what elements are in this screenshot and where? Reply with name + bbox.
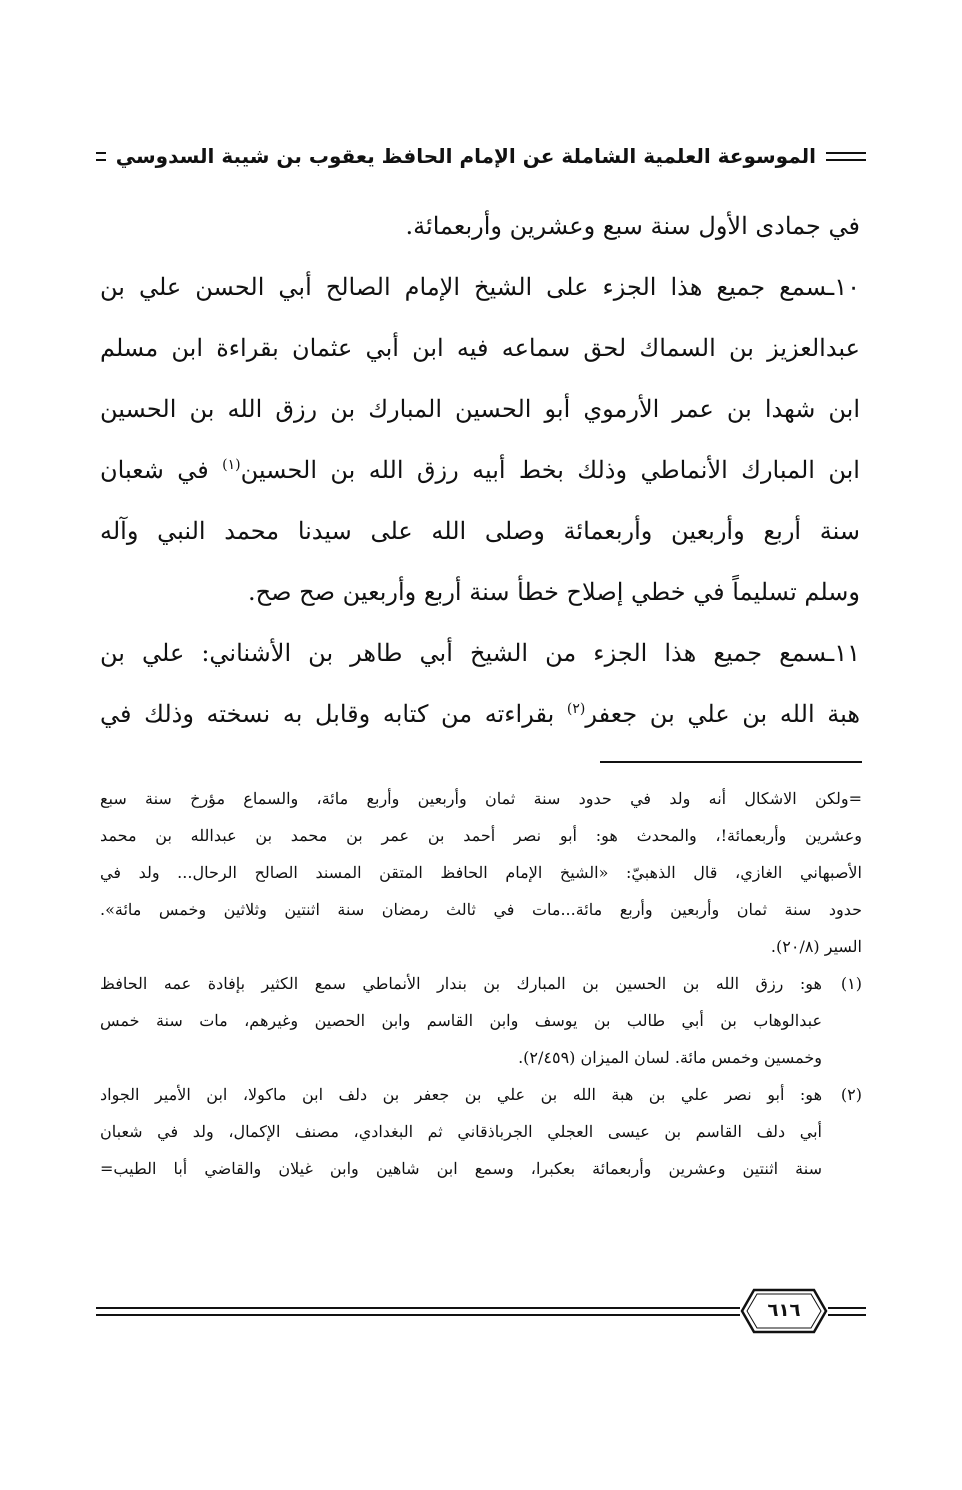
text-span: سنة أربع وأربعين وأربعمائة وصلى الله على سيدنا محمد النبي وآله	[100, 517, 860, 545]
text-line	[100, 379, 860, 440]
text-span: ابن شهدا بن عمر الأرموي أبو الحسين المبارك بن رزق الله بن الحسين	[100, 395, 860, 423]
text-line	[100, 623, 860, 684]
text-span: في جمادى الأول سنة سبع وعشرين وأربعمائة.	[405, 212, 860, 240]
page-footer	[96, 1288, 866, 1334]
footer-rule-right	[828, 1307, 866, 1316]
text-span: ابن المبارك الأنماطي وذلك بخط أبيه رزق الله بن الحسين	[240, 456, 860, 484]
main-text	[100, 196, 860, 745]
text-span: وسلم تسليماً في خطي إصلاح خطأ سنة أربع وأربعين صح صح.	[248, 578, 860, 606]
footnote-line: وخمسين وخمس مائة. لسان الميزان (٢/٤٥٩).	[518, 1048, 822, 1067]
text-line	[100, 196, 860, 257]
text-line	[100, 318, 860, 379]
footnote-line: هو: رزق الله بن الحسين بن المبارك بن بندار الأنماطي سمع الكثير بإفادة عمه الحافظ	[100, 974, 822, 993]
text-line	[100, 684, 860, 745]
footnote-line: عبدالوهاب بن أبي طالب بن يوسف وابن القاسم وابن الحصين وغيرهم، مات سنة خمس	[100, 1011, 822, 1030]
footnote-line: =ولكن الاشكال أنه ولد في حدود سنة ثمان وأربعين وأربع مائة، والسماع مؤرخ سنة سبع	[100, 789, 862, 808]
footnote-line: سنة اثنتين وعشرين وأربعمائة بعكبرا، وسمع ابن شاهين وابن غيلان والقاضي أبا الطيب=	[100, 1159, 822, 1178]
page-number-badge	[740, 1288, 828, 1334]
footnote-line: وعشرين وأربعمائة!، والمحدث هو: أبو نصر أحمد بن عمر بن محمد بن عبدالله بن محمد	[100, 826, 862, 845]
footnote-separator	[600, 761, 862, 763]
footnote-line: حدود سنة ثمان وأربعين وأربع مائة...مات في ثالث رمضان سنة اثنتين وثلاثين وخمس مائة».	[100, 900, 862, 919]
text-line	[100, 440, 860, 501]
footnote-ref-2[interactable]: (٢)	[566, 701, 586, 717]
footer-rule-left	[96, 1307, 740, 1316]
text-span: ١١ـسمع جميع هذا الجزء من الشيخ أبي طاهر بن الأشناني: علي بن	[100, 639, 860, 667]
header-title: الموسوعة العلمية الشاملة عن الإمام الحافظ يعقوب بن شيبة السدوسي	[115, 144, 816, 168]
footnotes	[100, 780, 862, 1187]
page-number: ٦١٦	[767, 1300, 801, 1321]
footnote-continuation	[100, 780, 862, 965]
text-span: ١٠ـسمع جميع هذا الجزء على الشيخ الإمام الصالح أبي الحسن علي بن	[100, 273, 860, 301]
footnote-line: هو: أبو نصر علي بن هبة الله بن علي بن جعفر بن دلف ابن ماكولا، ابن الأمير الجواد	[100, 1085, 822, 1104]
header-rule-left	[96, 152, 106, 161]
footnote-line: الأصبهاني الغازي، قال الذهبيّ: «الشيخ الإمام الحافظ المتقن المسند الصالح الرحال... ولد في	[100, 863, 862, 882]
text-span: عبدالعزيز بن السماك لحق سماعه فيه ابن أبي عثمان بقراءة ابن مسلم	[100, 334, 860, 362]
footnote-line: أبي دلف القاسم بن عيسى العجلي الجرباذقاني ثم البغدادي، مصنف الإكمال، ولد في شعبان	[100, 1122, 822, 1141]
header-rule-right	[826, 152, 866, 161]
footnote-number: (٢)	[840, 1085, 862, 1104]
footnote-number: (١)	[840, 974, 862, 993]
text-line	[100, 257, 860, 318]
footnote-2	[100, 1076, 862, 1187]
text-line	[100, 501, 860, 562]
text-span: في شعبان	[100, 456, 209, 484]
footnote-line: السير (٢٠/٨).	[770, 937, 862, 956]
footnote-ref-1[interactable]: (١)	[222, 457, 241, 473]
footnote-1	[100, 965, 862, 1076]
text-line	[100, 562, 860, 623]
text-span: بقراءته من كتابه وقابل به نسخته وذلك في	[100, 700, 555, 728]
text-span: هبة الله بن علي بن جعفر	[585, 700, 860, 728]
running-header	[96, 136, 866, 176]
